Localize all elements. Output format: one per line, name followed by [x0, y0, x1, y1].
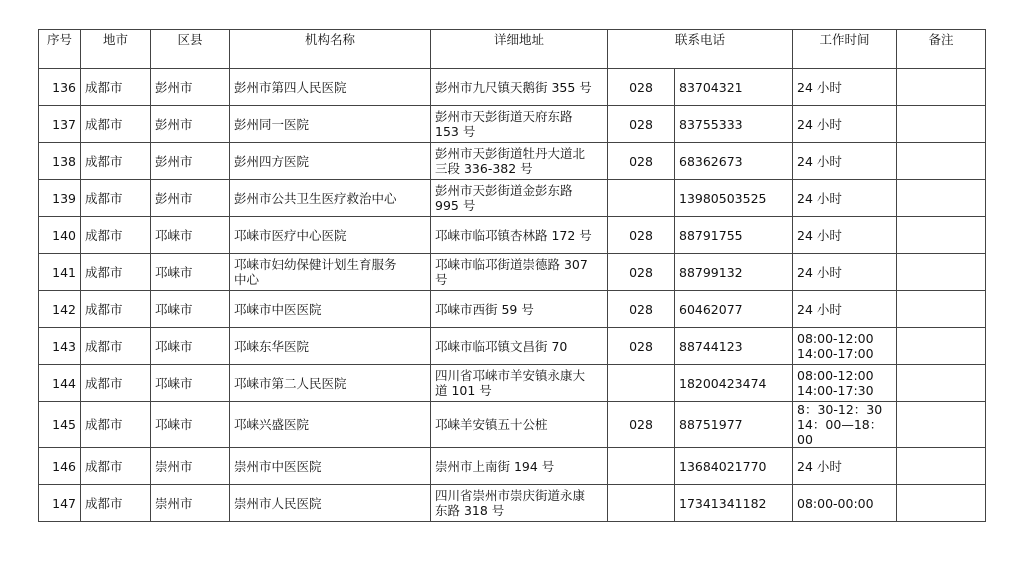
cell-phone: 68362673: [675, 143, 793, 180]
cell-note: [897, 448, 986, 485]
cell-hours: 24 小时: [793, 448, 897, 485]
cell-name: 彭州市公共卫生医疗救治中心: [230, 180, 431, 217]
cell-county: 彭州市: [151, 69, 230, 106]
cell-county: 彭州市: [151, 180, 230, 217]
cell-note: [897, 402, 986, 448]
cell-seq: 138: [39, 143, 81, 180]
cell-county: 崇州市: [151, 485, 230, 522]
cell-note: [897, 365, 986, 402]
cell-name: 邛崃市妇幼保健计划生育服务 中心: [230, 254, 431, 291]
cell-phone: 83704321: [675, 69, 793, 106]
cell-city: 成都市: [81, 365, 151, 402]
cell-note: [897, 485, 986, 522]
cell-name: 邛崃市中医医院: [230, 291, 431, 328]
table-row: [39, 291, 986, 328]
cell-city: 成都市: [81, 291, 151, 328]
header-address: 详细地址: [431, 30, 608, 69]
hospital-table: [38, 29, 986, 522]
cell-city: 成都市: [81, 217, 151, 254]
cell-city: 成都市: [81, 180, 151, 217]
cell-city: 成都市: [81, 328, 151, 365]
cell-note: [897, 180, 986, 217]
header-seq: 序号: [39, 30, 81, 69]
cell-address: 彭州市九尺镇天鹅街 355 号: [431, 69, 608, 106]
cell-seq: 141: [39, 254, 81, 291]
cell-name: 邛崃东华医院: [230, 328, 431, 365]
cell-county: 崇州市: [151, 448, 230, 485]
cell-area-code: 028: [608, 254, 675, 291]
cell-phone: 13980503525: [675, 180, 793, 217]
cell-county: 邛崃市: [151, 291, 230, 328]
cell-address: 邛崃市西街 59 号: [431, 291, 608, 328]
table-body: [39, 69, 986, 522]
cell-city: 成都市: [81, 448, 151, 485]
cell-phone: 88744123: [675, 328, 793, 365]
cell-note: [897, 69, 986, 106]
cell-name: 崇州市中医医院: [230, 448, 431, 485]
cell-name: 彭州市第四人民医院: [230, 69, 431, 106]
cell-name: 邛崃市医疗中心医院: [230, 217, 431, 254]
cell-hours: 24 小时: [793, 106, 897, 143]
cell-hours: 24 小时: [793, 69, 897, 106]
cell-area-code: 028: [608, 328, 675, 365]
header-note: 备注: [897, 30, 986, 69]
cell-seq: 144: [39, 365, 81, 402]
cell-address: 邛崃市临邛街道崇德路 307 号: [431, 254, 608, 291]
cell-hours: 24 小时: [793, 217, 897, 254]
cell-area-code: 028: [608, 106, 675, 143]
table-row: [39, 180, 986, 217]
cell-phone: 13684021770: [675, 448, 793, 485]
cell-seq: 147: [39, 485, 81, 522]
cell-county: 邛崃市: [151, 365, 230, 402]
cell-address: 邛崃羊安镇五十公桩: [431, 402, 608, 448]
cell-name: 崇州市人民医院: [230, 485, 431, 522]
cell-phone: 83755333: [675, 106, 793, 143]
cell-city: 成都市: [81, 485, 151, 522]
cell-area-code: [608, 180, 675, 217]
table-row: [39, 143, 986, 180]
cell-note: [897, 291, 986, 328]
cell-area-code: 028: [608, 69, 675, 106]
cell-phone: 60462077: [675, 291, 793, 328]
cell-note: [897, 254, 986, 291]
cell-county: 邛崃市: [151, 328, 230, 365]
cell-address: 彭州市天彭街道牡丹大道北 三段 336-382 号: [431, 143, 608, 180]
table-row: [39, 328, 986, 365]
cell-hours: 08:00-12:00 14:00-17:00: [793, 328, 897, 365]
cell-hours: 8：30-12：30 14：00—18：00: [793, 402, 897, 448]
cell-area-code: 028: [608, 291, 675, 328]
cell-seq: 140: [39, 217, 81, 254]
cell-hours: 24 小时: [793, 254, 897, 291]
cell-seq: 137: [39, 106, 81, 143]
cell-city: 成都市: [81, 402, 151, 448]
cell-note: [897, 328, 986, 365]
cell-seq: 142: [39, 291, 81, 328]
cell-city: 成都市: [81, 143, 151, 180]
cell-area-code: [608, 365, 675, 402]
header-hours: 工作时间: [793, 30, 897, 69]
cell-address: 四川省邛崃市羊安镇永康大 道 101 号: [431, 365, 608, 402]
cell-area-code: 028: [608, 143, 675, 180]
cell-hours: 24 小时: [793, 143, 897, 180]
cell-address: 四川省崇州市崇庆街道永康 东路 318 号: [431, 485, 608, 522]
header-county: 区县: [151, 30, 230, 69]
table-row: [39, 448, 986, 485]
cell-county: 邛崃市: [151, 254, 230, 291]
cell-name: 邛崃兴盛医院: [230, 402, 431, 448]
cell-area-code: 028: [608, 402, 675, 448]
cell-county: 邛崃市: [151, 402, 230, 448]
cell-seq: 145: [39, 402, 81, 448]
cell-address: 邛崃市临邛镇杏林路 172 号: [431, 217, 608, 254]
table-row: [39, 217, 986, 254]
table-row: [39, 106, 986, 143]
cell-phone: 88799132: [675, 254, 793, 291]
table-row: [39, 485, 986, 522]
table-row: [39, 69, 986, 106]
table-header-row: [39, 30, 986, 69]
cell-address: 崇州市上南街 194 号: [431, 448, 608, 485]
cell-hours: 24 小时: [793, 180, 897, 217]
header-city: 地市: [81, 30, 151, 69]
cell-city: 成都市: [81, 254, 151, 291]
table-row: [39, 402, 986, 448]
cell-address: 邛崃市临邛镇文昌街 70: [431, 328, 608, 365]
cell-phone: 88751977: [675, 402, 793, 448]
header-name: 机构名称: [230, 30, 431, 69]
cell-seq: 139: [39, 180, 81, 217]
cell-note: [897, 217, 986, 254]
table-row: [39, 365, 986, 402]
cell-note: [897, 106, 986, 143]
cell-phone: 88791755: [675, 217, 793, 254]
cell-city: 成都市: [81, 69, 151, 106]
cell-name: 邛崃市第二人民医院: [230, 365, 431, 402]
cell-seq: 146: [39, 448, 81, 485]
cell-county: 邛崃市: [151, 217, 230, 254]
cell-address: 彭州市天彭街道天府东路 153 号: [431, 106, 608, 143]
cell-hours: 08:00-00:00: [793, 485, 897, 522]
cell-name: 彭州四方医院: [230, 143, 431, 180]
cell-county: 彭州市: [151, 143, 230, 180]
cell-phone: 17341341182: [675, 485, 793, 522]
cell-hours: 08:00-12:00 14:00-17:30: [793, 365, 897, 402]
header-phone: 联系电话: [608, 30, 793, 69]
cell-seq: 136: [39, 69, 81, 106]
table-row: [39, 254, 986, 291]
cell-name: 彭州同一医院: [230, 106, 431, 143]
cell-seq: 143: [39, 328, 81, 365]
cell-note: [897, 143, 986, 180]
cell-city: 成都市: [81, 106, 151, 143]
cell-area-code: [608, 448, 675, 485]
cell-county: 彭州市: [151, 106, 230, 143]
cell-area-code: 028: [608, 217, 675, 254]
cell-phone: 18200423474: [675, 365, 793, 402]
cell-hours: 24 小时: [793, 291, 897, 328]
cell-address: 彭州市天彭街道金彭东路 995 号: [431, 180, 608, 217]
cell-area-code: [608, 485, 675, 522]
